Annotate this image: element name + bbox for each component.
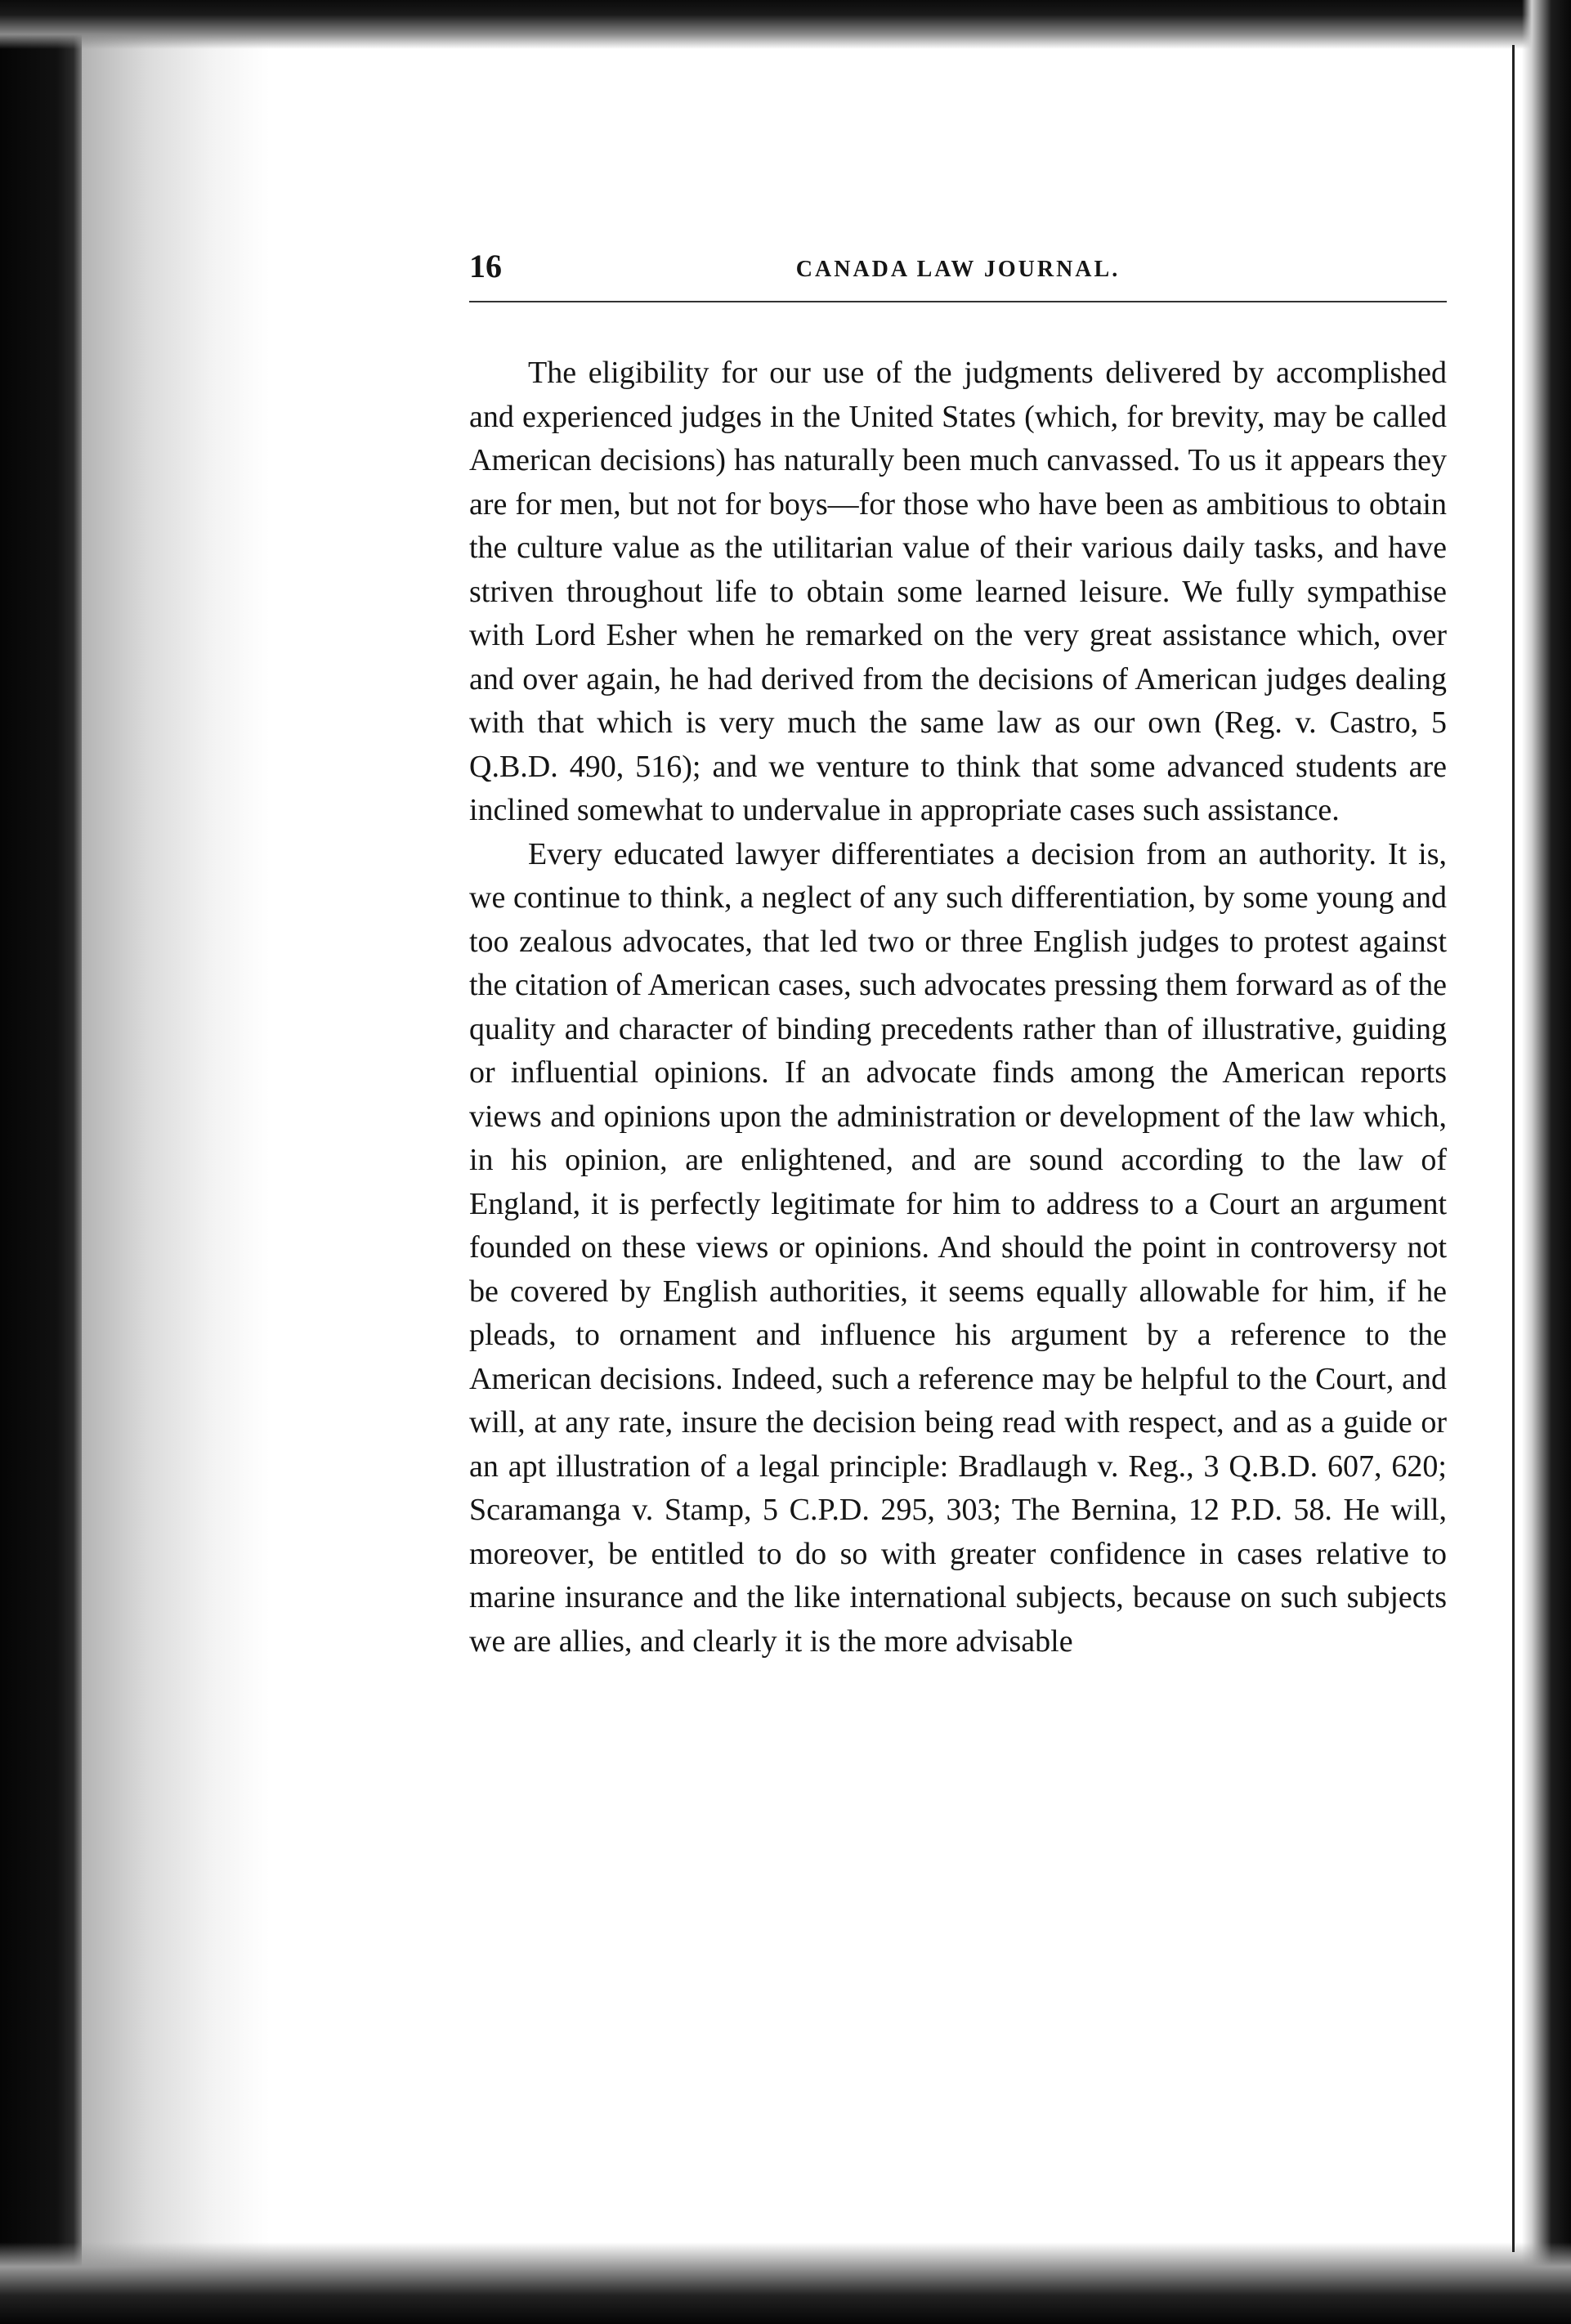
page-number: 16 [469,248,502,284]
page-header [469,247,1447,288]
scan-edge-top [0,0,1571,49]
body-text [469,352,1447,1664]
paragraph: Every educated lawyer differentiates a decision from an authority. It is, we continue to think, a neglect of any such differentiation, by some young and too zealous advocates, that led two or three English judges to protest against the citation of American cases, such advocates pressing them forward as of the quality and character of binding precedents rather than of illustrative, guiding or influential opinions. If an advocate finds among the American reports views and opinions upon the administration or development of the law which, in his opinion, are enlightened, and are sound according to the law of England, it is perfectly legitimate for him to address to a Court an argument founded on these views or opinions. And should the point in controversy not be covered by English authorities, it seems equally allowable for him, if he pleads, to ornament and influence his argument by a reference to the American decisions. Indeed, such a reference may be helpful to the Court, and will, at any rate, insure the decision being read with respect, and as a guide or an apt illustration of a legal principle: Bradlaugh v. Reg., 3 Q.B.D. 607, 620; Scaramanga v. Stamp, 5 C.P.D. 295, 303; The Bernina, 12 P.D. 58. He will, moreover, be entitled to do so with greater confidence in cases relative to marine insurance and the like international subjects, because on such subjects we are allies, and clearly it is the more advisable [469,836,1447,1659]
scan-edge-left [0,0,82,2324]
scan-edge-bottom [0,2242,1571,2324]
running-head: CANADA LAW JOURNAL. [795,257,1121,282]
paragraph: The eligibility for our use of the judgments delivered by accomplished and experienced judges in the United States (which, for brevity, may be called American decisions) has naturally been much canvassed. To us it appears they are for men, but not for boys—for those who have been as ambitious to obtain the culture value as the utilitarian value of their various daily tasks, and have striven throughout life to obtain some learned leisure. We fully sympathise with Lord Esher when he remarked on the very great assistance which, over and over again, he had derived from the decisions of American judges dealing with that which is very much the same law as our own (Reg. v. Castro, 5 Q.B.D. 490, 516); and we venture to think that some advanced students are inclined somewhat to undervalue in appropriate cases such assistance. [469,356,1447,827]
scan-edge-right [1522,0,1571,2324]
header-rule [469,301,1447,302]
